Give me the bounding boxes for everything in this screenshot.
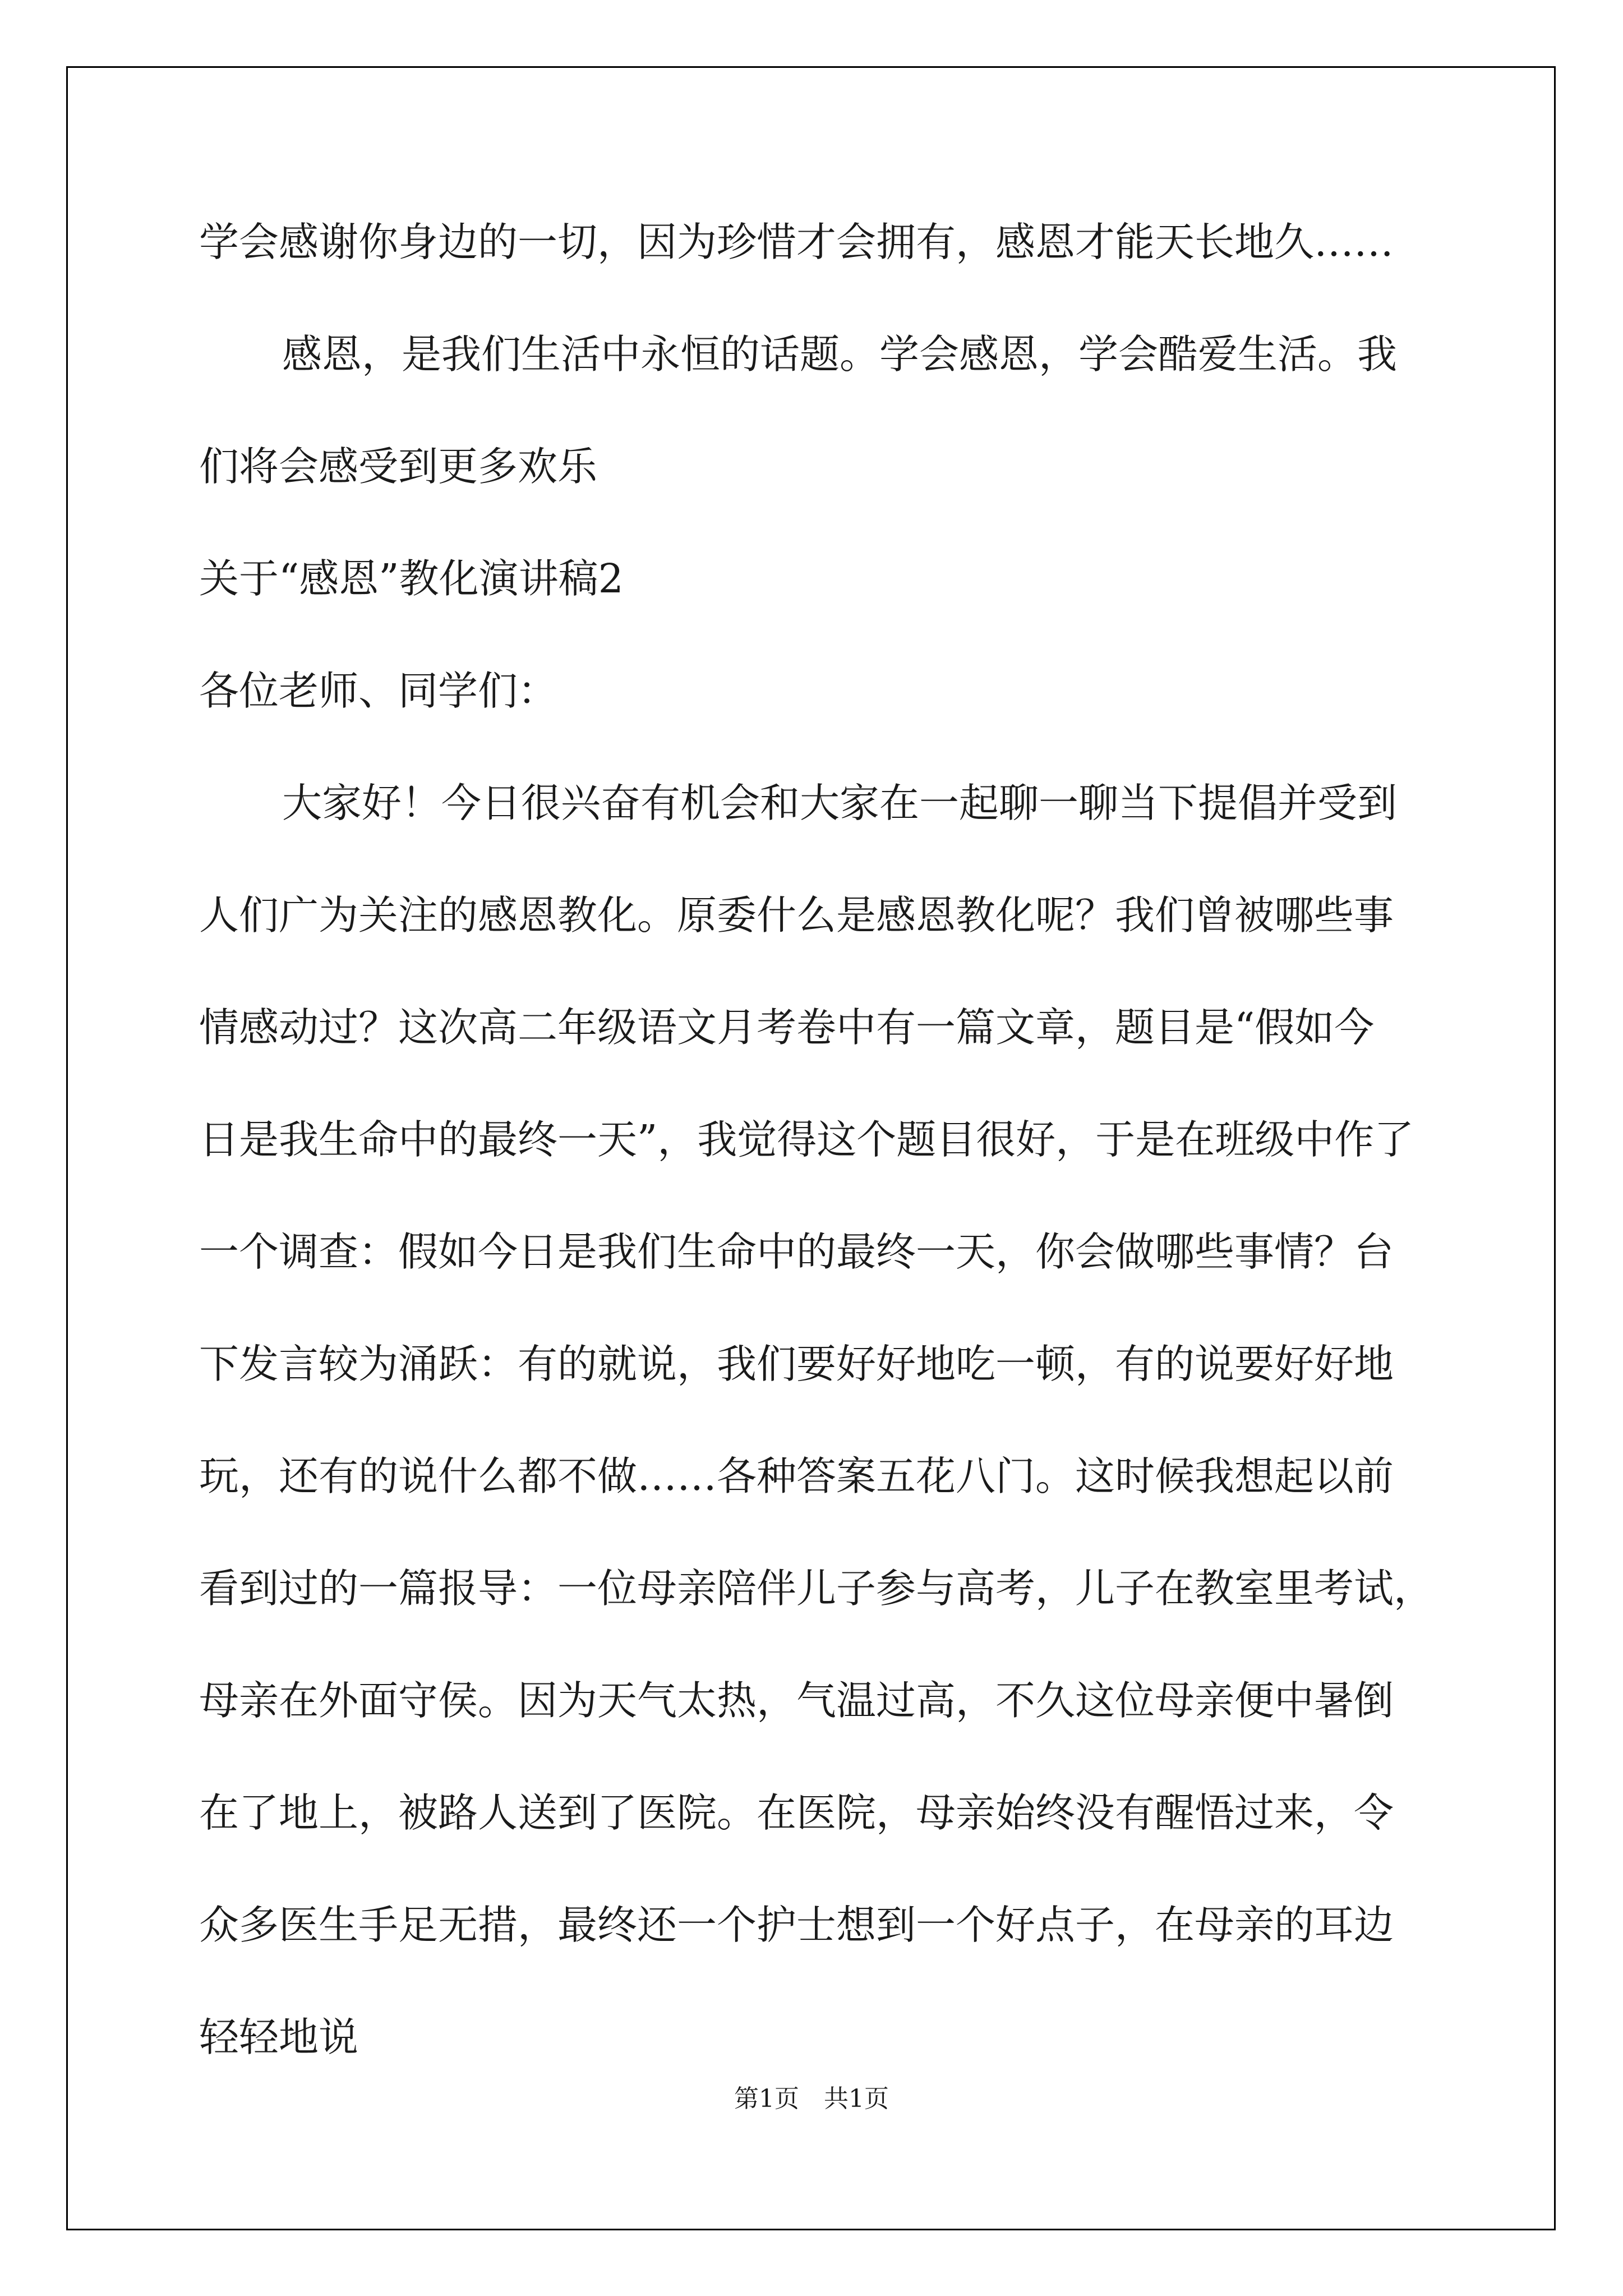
text-line-6: 大家好！今日很兴奋有机会和大家在一起聊一聊当下提倡并受到 <box>282 780 1398 826</box>
text-line-13: 看到过的一篇报导：一位母亲陪伴儿子参与高考，儿子在教室里考试， <box>199 1565 1434 1612</box>
text-line-7: 人们广为关注的感恩教化。原委什么是感恩教化呢？我们曾被哪些事 <box>199 892 1394 938</box>
text-line-10: 一个调查：假如今日是我们生命中的最终一天，你会做哪些事情？台 <box>199 1228 1394 1275</box>
text-line-14: 母亲在外面守侯。因为天气太热，气温过高，不久这位母亲便中暑倒 <box>199 1677 1394 1724</box>
text-line-1: 学会感谢你身边的一切，因为珍惜才会拥有，感恩才能天长地久…… <box>199 219 1394 265</box>
text-line-2: 感恩，是我们生活中永恒的话题。学会感恩，学会酷爱生活。我 <box>282 331 1398 378</box>
text-line-17: 轻轻地说 <box>199 2014 359 2060</box>
text-line-3: 们将会感受到更多欢乐 <box>199 443 598 490</box>
text-line-9: 日是我生命中的最终一天”，我觉得这个题目很好，于是在班级中作了 <box>199 1116 1414 1163</box>
text-line-12: 玩，还有的说什么都不做……各种答案五花八门。这时候我想起以前 <box>199 1453 1394 1499</box>
text-line-15: 在了地上，被路人送到了医院。在医院，母亲始终没有醒悟过来，令 <box>199 1789 1394 1836</box>
salutation: 各位老师、同学们： <box>199 668 558 714</box>
section-heading: 关于“感恩”教化演讲稿2 <box>199 555 624 602</box>
text-line-16: 众多医生手足无措，最终还一个护士想到一个好点子，在母亲的耳边 <box>199 1902 1394 1948</box>
page-number: 第1页 共1页 <box>734 2085 889 2113</box>
text-line-8: 情感动过？这次高二年级语文月考卷中有一篇文章，题目是“假如今 <box>199 1004 1375 1051</box>
text-line-11: 下发言较为涌跃：有的就说，我们要好好地吃一顿，有的说要好好地 <box>199 1341 1394 1387</box>
